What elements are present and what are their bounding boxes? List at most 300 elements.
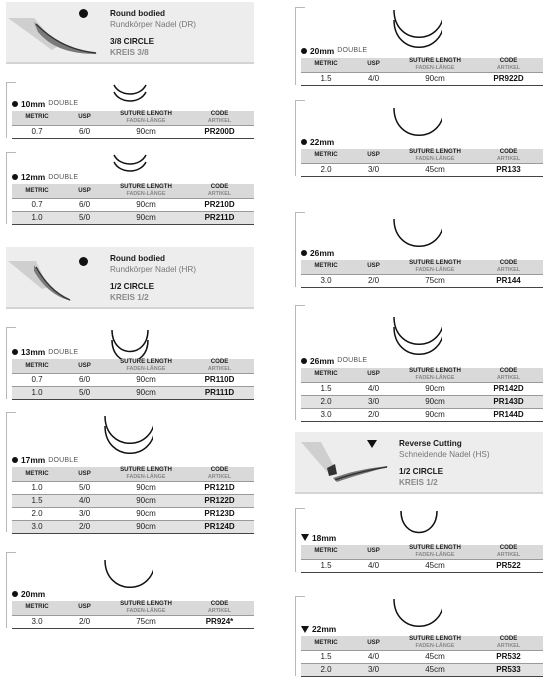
code-en: CODE [499, 543, 518, 551]
dot-icon [12, 457, 18, 463]
suture-length-en: SUTURE LENGTH [120, 109, 172, 117]
usp-cell: 4/0 [367, 560, 380, 570]
section-divider [295, 508, 305, 509]
code-de: ARTIKEL [496, 643, 521, 649]
suture-length-cell: 75cm [136, 616, 156, 626]
code-header [474, 636, 543, 651]
code-en: CODE [499, 366, 518, 374]
code-de: ARTIKEL [207, 474, 232, 480]
needle-size-label [301, 533, 336, 543]
needle-arc-icon [392, 316, 442, 356]
suture-length-header [107, 601, 185, 616]
needle-size-value: 13mm [21, 347, 46, 357]
suture-length-en: SUTURE LENGTH [409, 147, 461, 155]
metric-cell: 2.0 [301, 395, 351, 408]
code-en: CODE [210, 358, 229, 366]
table-header-row [301, 368, 543, 383]
needle-size-value: 10mm [21, 98, 46, 109]
suture-length-header [396, 368, 474, 383]
code-de: ARTIKEL [496, 374, 521, 381]
table-header-row [12, 184, 254, 199]
suture-length-cell: 75cm [425, 275, 445, 285]
suture-length-de: FADEN-LÄNGE [415, 551, 455, 558]
metric-cell: 3.0 [12, 521, 62, 534]
double-tag: DOUBLE [48, 173, 79, 181]
code-en: CODE [210, 599, 229, 607]
needle-arc-icon [392, 598, 442, 628]
code-header [474, 58, 543, 73]
product-section-18mm [295, 508, 543, 572]
suture-length-header [396, 545, 474, 560]
suture-length-cell: 45cm [396, 664, 474, 677]
code-de: ARTIKEL [496, 155, 521, 162]
usp-header: USP [351, 545, 396, 560]
usp-cell: 5/0 [62, 387, 107, 400]
usp-cell: 2/0 [78, 616, 91, 626]
suture-length-cell: 90cm [107, 521, 185, 534]
usp-cell: 3/0 [351, 664, 396, 677]
needle-type-circle: 3/8 CIRCLE [110, 37, 155, 46]
table-row [12, 508, 254, 521]
section-divider [295, 305, 305, 306]
code-de: ARTIKEL [496, 266, 521, 273]
metric-cell: 1.5 [12, 495, 62, 508]
section-divider [6, 82, 16, 83]
suture-length-de: FADEN-LÄNGE [126, 474, 166, 480]
needle-size-value: 20mm [21, 588, 46, 599]
table-row [12, 387, 254, 400]
code-de: ARTIKEL [207, 366, 232, 372]
product-section-22mm [295, 100, 543, 176]
code-en: CODE [499, 258, 518, 266]
needle-size-label [12, 347, 78, 357]
table-header-row [301, 58, 543, 73]
needle-size-value: 17mm [21, 455, 46, 465]
needle-type-circle: 1/2 CIRCLE [110, 282, 155, 291]
spec-table [301, 545, 543, 573]
table-header-row [301, 545, 543, 560]
usp-header: USP [62, 601, 107, 616]
metric-cell: 1.5 [320, 73, 332, 83]
suture-length-de: FADEN-LÄNGE [126, 191, 166, 197]
product-section-20mm [6, 552, 254, 628]
spec-table [12, 467, 254, 534]
suture-length-cell: 45cm [425, 560, 445, 570]
needle-type-kreis: KREIS 1/2 [399, 478, 438, 487]
suture-length-cell: 90cm [425, 409, 445, 419]
section-divider [295, 508, 296, 572]
section-divider [6, 327, 7, 399]
code-de: ARTIKEL [496, 64, 521, 71]
code-cell: PR533 [474, 664, 543, 677]
spec-table [12, 601, 254, 629]
code-en: CODE [210, 109, 229, 117]
suture-length-de: FADEN-LÄNGE [415, 643, 455, 649]
needle-type-title: Round bodied [110, 9, 166, 18]
suture-length-en: SUTURE LENGTH [120, 466, 172, 474]
metric-header: METRIC [12, 467, 62, 482]
needle-arc-icon [110, 154, 160, 175]
needle-size-value: 22mm [312, 624, 337, 634]
metric-cell: 1.0 [12, 212, 62, 225]
code-cell: PR924* [205, 616, 234, 626]
suture-length-en: SUTURE LENGTH [120, 183, 172, 191]
dot-icon [301, 48, 307, 54]
code-cell: PR124D [185, 521, 254, 534]
usp-cell: 4/0 [367, 383, 380, 393]
code-cell: PR133 [496, 164, 521, 174]
table-row [12, 212, 254, 225]
metric-header: METRIC [301, 636, 351, 651]
metric-cell: 2.0 [301, 664, 351, 677]
table-row [301, 664, 543, 677]
triangle-icon [367, 440, 377, 448]
code-cell: PR522 [496, 560, 521, 570]
usp-header: USP [62, 184, 107, 199]
section-divider [6, 152, 7, 224]
suture-length-cell: 90cm [136, 509, 156, 518]
metric-header: METRIC [301, 149, 351, 164]
table-header-row [12, 359, 254, 374]
needle-arc-icon [103, 415, 153, 455]
usp-cell: 4/0 [367, 652, 380, 661]
metric-cell: 1.5 [320, 383, 332, 393]
metric-header: METRIC [12, 601, 62, 616]
dot-icon [12, 101, 18, 107]
suture-length-de: FADEN-LÄNGE [415, 266, 455, 273]
table-row [12, 199, 254, 212]
metric-header: METRIC [301, 545, 351, 560]
section-divider [295, 596, 305, 597]
product-section-10mm-double [6, 82, 254, 138]
suture-length-header [396, 636, 474, 651]
code-cell: PR123D [204, 509, 235, 518]
section-divider [295, 7, 305, 8]
metric-cell: 1.5 [320, 652, 332, 661]
triangle-icon [301, 626, 309, 633]
section-divider [295, 100, 296, 176]
code-de: ARTIKEL [207, 607, 232, 614]
table-row [12, 482, 254, 495]
needle-size-label [301, 356, 367, 366]
table-row [301, 163, 543, 176]
product-section-12mm-double [6, 152, 254, 224]
suture-length-cell: 90cm [136, 483, 156, 492]
needle-size-value: 26mm [310, 355, 335, 366]
code-cell: PR142D [493, 383, 524, 393]
section-divider [6, 552, 7, 628]
suture-length-de: FADEN-LÄNGE [415, 155, 455, 162]
table-row [301, 72, 543, 85]
usp-cell: 6/0 [78, 126, 91, 136]
needle-type-subtitle: Rundkörper Nadel (HR) [110, 265, 197, 274]
metric-header: METRIC [12, 359, 62, 374]
needle-arc-icon [103, 559, 153, 589]
suture-length-cell: 90cm [107, 212, 185, 225]
code-en: CODE [499, 56, 518, 64]
section-divider [295, 212, 296, 287]
suture-length-header [107, 359, 185, 374]
needle-size-label [12, 589, 45, 599]
section-divider [6, 412, 16, 413]
round-needle-icon [8, 8, 104, 58]
spec-table [301, 368, 543, 422]
spec-table [301, 149, 543, 177]
usp-cell: 2/0 [367, 275, 380, 285]
usp-header: USP [351, 260, 396, 275]
double-tag: DOUBLE [337, 357, 368, 364]
dot-icon [301, 139, 307, 145]
table-row [301, 395, 543, 408]
needle-size-value: 20mm [310, 45, 335, 56]
suture-length-header [107, 467, 185, 482]
code-de: ARTIKEL [207, 191, 232, 197]
table-row [301, 408, 543, 421]
needle-type-title: Reverse Cutting [399, 439, 462, 448]
needle-arc-icon [392, 218, 442, 248]
usp-header: USP [62, 111, 107, 126]
section-divider [6, 327, 16, 328]
usp-cell: 6/0 [78, 375, 91, 384]
table-row [301, 382, 543, 395]
section-divider [6, 152, 16, 153]
needle-type-hr-header [6, 247, 254, 309]
usp-cell: 4/0 [367, 73, 380, 83]
code-header [474, 545, 543, 560]
needle-size-label [301, 248, 334, 258]
needle-arc-icon [392, 9, 442, 49]
usp-cell: 3/0 [351, 395, 396, 408]
code-cell: PR143D [474, 395, 543, 408]
metric-header: METRIC [301, 368, 351, 383]
section-divider [295, 100, 305, 101]
code-cell: PR111D [185, 387, 254, 400]
table-header-row [12, 111, 254, 126]
section-divider [6, 412, 7, 532]
suture-length-cell: 90cm [136, 200, 156, 209]
needle-size-label [301, 137, 334, 147]
product-section-20mm-double [295, 7, 543, 85]
product-section-22mm-cutting [295, 596, 543, 676]
suture-length-en: SUTURE LENGTH [409, 543, 461, 551]
dot-icon [79, 257, 88, 266]
code-en: CODE [210, 466, 229, 474]
usp-cell: 4/0 [62, 495, 107, 508]
suture-length-de: FADEN-LÄNGE [415, 64, 455, 71]
table-row [12, 521, 254, 534]
metric-cell: 1.0 [31, 483, 43, 492]
product-section-17mm-double [6, 412, 254, 532]
code-en: CODE [499, 147, 518, 155]
metric-cell: 3.0 [31, 616, 43, 626]
metric-cell: 1.0 [12, 387, 62, 400]
code-header [185, 111, 254, 126]
dot-icon [12, 349, 18, 355]
suture-length-en: SUTURE LENGTH [409, 258, 461, 266]
usp-cell: 3/0 [367, 164, 380, 174]
needle-type-dr-header [6, 2, 254, 64]
double-tag: DOUBLE [48, 100, 79, 107]
code-cell: PR922D [493, 73, 524, 83]
round-needle-icon [8, 253, 104, 303]
usp-header: USP [62, 359, 107, 374]
spec-table [301, 636, 543, 677]
spec-table [12, 111, 254, 139]
dot-icon [301, 250, 307, 256]
table-row [301, 274, 543, 287]
metric-cell: 3.0 [320, 409, 332, 419]
metric-header: METRIC [12, 184, 62, 199]
code-cell: PR211D [185, 212, 254, 225]
suture-length-cell: 45cm [425, 164, 445, 174]
suture-length-de: FADEN-LÄNGE [415, 374, 455, 381]
needle-type-circle: 1/2 CIRCLE [399, 467, 444, 476]
usp-cell: 5/0 [78, 483, 91, 492]
needle-size-label [301, 46, 367, 56]
suture-length-en: SUTURE LENGTH [409, 56, 461, 64]
usp-cell: 3/0 [78, 509, 91, 518]
code-en: CODE [499, 635, 518, 643]
needle-arc-icon [392, 107, 442, 137]
metric-cell: 3.0 [320, 275, 332, 285]
code-cell: PR210D [204, 200, 235, 209]
needle-type-kreis: KREIS 1/2 [110, 293, 149, 302]
spec-table [12, 359, 254, 400]
table-header-row [301, 260, 543, 275]
suture-length-header [396, 260, 474, 275]
suture-length-cell: 90cm [396, 395, 474, 408]
usp-header: USP [351, 636, 396, 651]
table-header-row [12, 601, 254, 616]
needle-type-hs-header [295, 432, 543, 494]
table-row [301, 651, 543, 664]
product-section-13mm-double [6, 327, 254, 399]
suture-length-en: SUTURE LENGTH [120, 599, 172, 607]
usp-header: USP [351, 368, 396, 383]
dot-icon [12, 174, 18, 180]
needle-type-subtitle: Schneidende Nadel (HS) [399, 450, 490, 459]
usp-cell: 6/0 [78, 200, 91, 209]
suture-length-cell: 90cm [107, 387, 185, 400]
metric-cell: 1.5 [320, 560, 332, 570]
code-cell: PR144D [493, 409, 524, 419]
needle-size-label [12, 99, 78, 109]
suture-length-en: SUTURE LENGTH [409, 635, 461, 643]
metric-header: METRIC [301, 58, 351, 73]
usp-header: USP [351, 149, 396, 164]
metric-cell: 2.0 [320, 164, 332, 174]
table-header-row [12, 467, 254, 482]
suture-length-header [107, 184, 185, 199]
code-header [185, 184, 254, 199]
needle-size-value: 12mm [21, 172, 46, 182]
needle-arc-icon [110, 84, 160, 105]
section-divider [6, 82, 7, 138]
usp-cell: 2/0 [367, 409, 380, 419]
suture-length-cell: 90cm [425, 383, 445, 393]
needle-arc-icon [399, 510, 449, 534]
metric-header: METRIC [301, 260, 351, 275]
needle-type-kreis: KREIS 3/8 [110, 48, 149, 57]
needle-size-value: 22mm [310, 136, 335, 147]
needle-type-subtitle: Rundkörper Nadel (DR) [110, 20, 197, 29]
usp-cell: 2/0 [62, 521, 107, 534]
dot-icon [301, 358, 307, 364]
code-header [474, 368, 543, 383]
section-divider [295, 305, 296, 420]
suture-length-de: FADEN-LÄNGE [126, 607, 166, 614]
needle-size-label [12, 172, 78, 182]
double-tag: DOUBLE [48, 456, 79, 464]
table-header-row [301, 149, 543, 164]
table-row [12, 374, 254, 387]
triangle-icon [301, 534, 309, 541]
usp-header: USP [62, 467, 107, 482]
double-tag: DOUBLE [48, 348, 79, 356]
code-en: CODE [210, 183, 229, 191]
needle-size-value: 18mm [312, 532, 337, 543]
suture-length-header [396, 58, 474, 73]
metric-cell: 0.7 [31, 375, 43, 384]
code-header [185, 359, 254, 374]
needle-type-title: Round bodied [110, 254, 166, 263]
product-section-26mm-double [295, 305, 543, 420]
table-row [301, 559, 543, 572]
suture-length-de: FADEN-LÄNGE [126, 117, 166, 124]
suture-length-en: SUTURE LENGTH [409, 366, 461, 374]
product-section-26mm [295, 212, 543, 287]
code-cell: PR110D [204, 375, 235, 384]
suture-length-en: SUTURE LENGTH [120, 358, 172, 366]
spec-table [301, 260, 543, 288]
usp-header: USP [351, 58, 396, 73]
code-cell: PR532 [496, 652, 521, 661]
section-divider [295, 212, 305, 213]
code-cell: PR122D [185, 495, 254, 508]
suture-length-header [107, 111, 185, 126]
suture-length-cell: 90cm [107, 495, 185, 508]
section-divider [295, 596, 296, 676]
metric-header: METRIC [12, 111, 62, 126]
table-row [12, 125, 254, 138]
code-de: ARTIKEL [496, 551, 521, 558]
suture-length-cell: 90cm [136, 375, 156, 384]
code-header [185, 601, 254, 616]
code-header [185, 467, 254, 482]
code-de: ARTIKEL [207, 117, 232, 124]
table-row [12, 495, 254, 508]
metric-cell: 0.7 [31, 200, 43, 209]
double-tag: DOUBLE [337, 47, 368, 54]
suture-length-cell: 90cm [136, 126, 156, 136]
code-cell: PR144 [496, 275, 521, 285]
code-cell: PR121D [204, 483, 235, 492]
code-cell: PR200D [204, 126, 235, 136]
section-divider [6, 552, 16, 553]
needle-size-label [12, 455, 78, 465]
cutting-needle-icon [297, 438, 393, 488]
suture-length-header [396, 149, 474, 164]
needle-size-value: 26mm [310, 247, 335, 258]
suture-length-cell: 90cm [425, 73, 445, 83]
section-divider [295, 7, 296, 85]
usp-cell: 5/0 [62, 212, 107, 225]
dot-icon [12, 591, 18, 597]
suture-length-cell: 45cm [425, 652, 445, 661]
needle-size-label [301, 624, 336, 634]
code-header [474, 260, 543, 275]
code-header [474, 149, 543, 164]
